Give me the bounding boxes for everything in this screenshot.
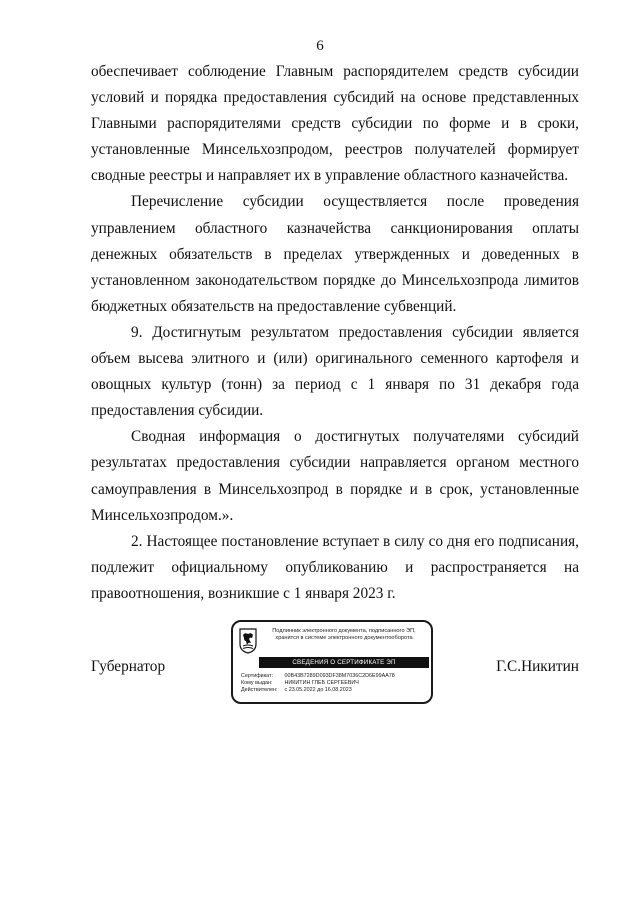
certificate-row (241, 673, 429, 680)
certificate-info-bar: СВЕДЕНИЯ О СЕРТИФИКАТЕ ЭП (259, 657, 429, 668)
stamp-header (259, 628, 429, 642)
paragraph-result: 9. Достигнутым результатом предоставления субсидии является объем высева элитного и (или) оригинального семенного картофеля и овощных культур (тонн) за период с 1 января по 31 декабря года предоставления субсидии. (91, 323, 579, 420)
page-number: 6 (316, 38, 324, 54)
validity-value: с 23.05.2022 до 16.08.2023 (284, 687, 352, 694)
stamp-header-line: Подлинник электронного документа, подписанного ЭП, (272, 628, 416, 634)
document-body (91, 59, 579, 607)
certificate-value: 00B43B7289D093DF38M7036C2D6E99AA78 (284, 673, 395, 679)
certificate-label: Сертификат: (241, 673, 274, 679)
paragraph-transfer: Перечисление субсидии осуществляется после проведения управлением областного казначейства санкционирования оплаты денежных обязательств в пределах утвержденных и доведенных в установленном законодательством порядке до Минсельхозпрода лимитов бюджетных обязательств на предоставление субвенций. (91, 193, 579, 315)
validity-label: Действителен: (241, 687, 278, 694)
signature-block (91, 620, 579, 712)
signatory-title: Губернатор (91, 658, 166, 675)
issued-to-label: Кому выдан: (241, 680, 273, 687)
coat-of-arms-icon (239, 628, 257, 654)
paragraph-continuation: обеспечивает соблюдение Главным распорядителем средств субсидии условий и порядка предоставления субсидий на основе представленных Главными распорядителями средств субсидии по форме и в сроки, установленные Минсельхозпродом, реестров получателей формирует сводные реестры и направляет их в управление областного казначейства. (91, 63, 579, 185)
signatory-name: Г.С.Никитин (496, 658, 579, 675)
electronic-signature-stamp (231, 620, 433, 704)
issued-to-value: НИКИТИН ГЛЕБ СЕРГЕЕВИЧ (284, 680, 359, 687)
paragraph-entry-into-force: 2. Настоящее постановление вступает в силу со дня его подписания, подлежит официальному опубликованию и распространяется на правоотношения, возникшие с 1 января 2023 г. (91, 532, 579, 602)
paragraph-summary-info: Сводная информация о достигнутых получателями субсидий результатах предоставления субсидии направляется органом местного самоуправления в Минсельхозпрод в порядке и в срок, установленные Минсельхозпродом.». (91, 428, 579, 524)
certificate-details (241, 673, 429, 695)
stamp-header-line: хранится в системе электронного документооборота (275, 635, 413, 642)
validity-row (241, 687, 429, 694)
